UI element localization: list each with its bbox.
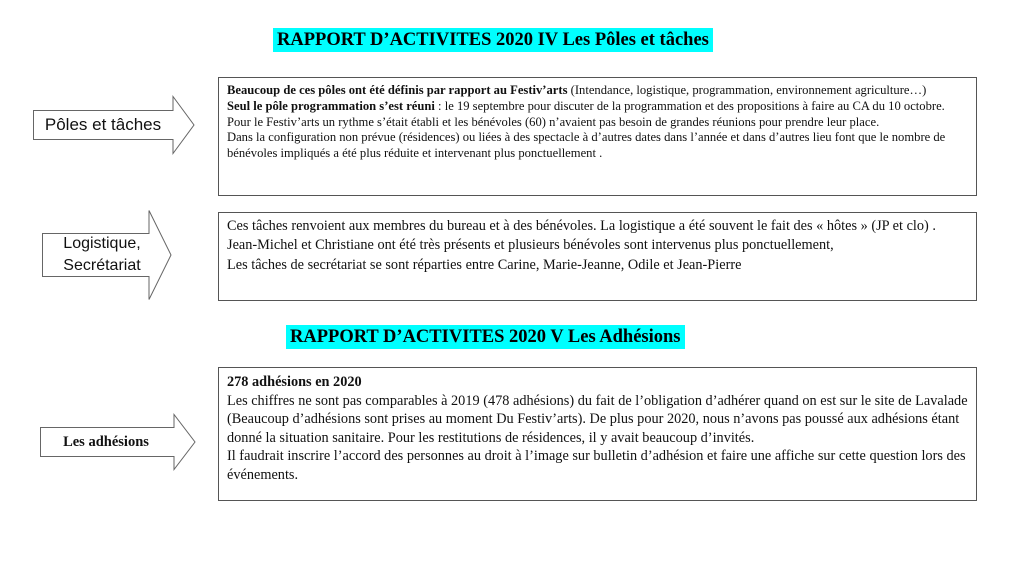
adhesions-paragraph-2: Il faudrait inscrire l’accord des personnes au droit à l’image sur bulletin d’adhésion et faire une affiche sur cette question lors des événements. (227, 448, 966, 483)
adhesions-paragraph-1: Les chiffres ne sont pas comparables à 2019 (478 adhésions) du fait de l’obligation d’adhérer quand on est sur le site de Lavalade (Beaucoup d’adhésions sont prises au moment Du Festiv’arts). De plus pour 2020, nous n’avons pas poussé aux adhésions étant donné la situation sanitaire. Pour les restitutions de résidences, il y avait beaucoup d’invités. (227, 392, 968, 446)
poles-paragraph-1 (227, 83, 968, 99)
logistique-paragraph-1: Ces tâches renvoient aux membres du bureau et à des bénévoles. La logistique a été souvent le fait des « hôtes » (JP et clo) . Jean-Michel et Christiane ont été très présents et plusieurs bénévoles sont intervenus plus ponctuellement, (227, 218, 936, 254)
poles-paragraph-3: Pour le Festiv’arts un rythme s’était établi et les bénévoles (60) n’avaient pas besoin de grandes réunions pour prendre leur place. (227, 114, 880, 129)
section-title-adhesions: RAPPORT D’ACTIVITES 2020 V Les Adhésions (286, 325, 685, 349)
arrow-label-line-2: Secrétariat (63, 257, 141, 274)
poles-p1-bold: Beaucoup de ces pôles ont été définis par rapport au Festiv’arts (227, 83, 568, 97)
arrow-label-adhesions: Les adhésions (63, 433, 149, 450)
poles-p2-bold: Seul le pôle programmation s’est réuni (227, 98, 435, 113)
poles-paragraph-2 (227, 99, 968, 115)
section-title-poles-taches: RAPPORT D’ACTIVITES 2020 IV Les Pôles et tâches (273, 28, 713, 52)
adhesions-heading (227, 373, 968, 392)
adhesions-textbox (218, 367, 977, 501)
poles-paragraph-4: Dans la configuration non prévue (résidences) ou liées à des spectacle à d’autres dates dans l’année et dans d’autres lieu font que le nombre de bénévoles impliqués a été plus réduite et intervenant plus ponctuellement . (227, 130, 946, 161)
arrow-shape-adhesions (40, 414, 196, 470)
arrow-label-line-1: Logistique, (63, 235, 141, 252)
arrow-shape-poles-taches (33, 96, 195, 154)
logistique-secretariat-textbox (218, 212, 977, 301)
arrow-label-poles-taches: Pôles et tâches (44, 115, 162, 134)
logistique-paragraph-2: Les tâches de secrétariat se sont réparties entre Carine, Marie-Jeanne, Odile et Jean-Pierre (227, 256, 742, 273)
poles-p1-text: (Intendance, logistique, programmation, environnement agriculture…) (567, 83, 927, 97)
arrow-shape-logistique-secretariat (42, 210, 172, 300)
poles-p2-text: : le 19 septembre pour discuter de la programmation et des propositions à faire au CA du 10 octobre. (434, 98, 945, 113)
arrow-label-logistique-secretariat (42, 210, 162, 300)
adhesions-count-heading: 278 adhésions en 2020 (227, 374, 362, 390)
poles-taches-textbox (218, 77, 977, 196)
